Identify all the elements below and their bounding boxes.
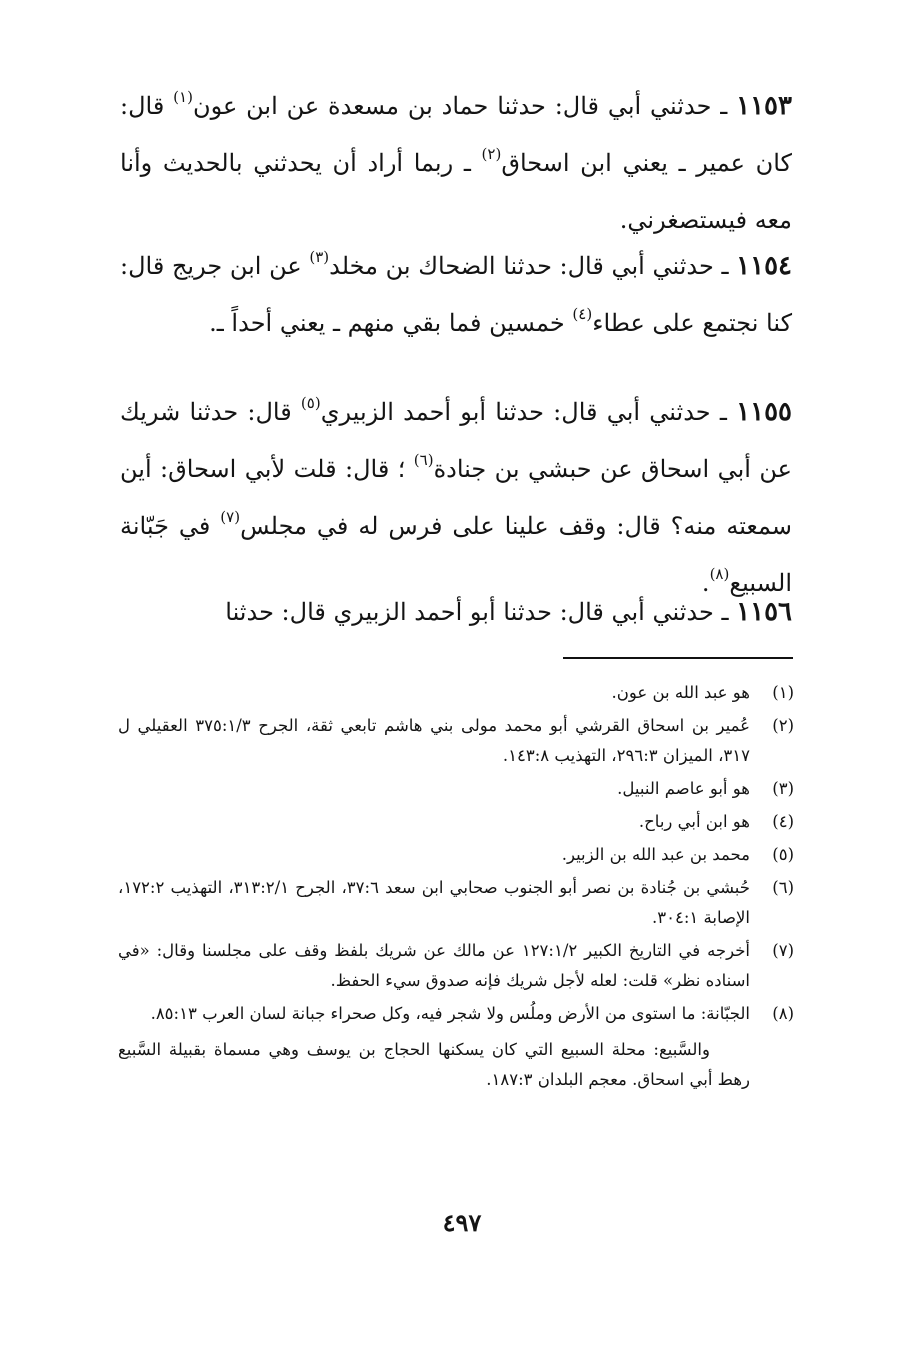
footnote-item	[118, 807, 794, 837]
entry-number: ١١٥٦	[736, 597, 792, 627]
entry-text: قال: حدثنا شريك عن أبي اسحاق عن حبشي بن جنادة	[120, 398, 792, 483]
footnote-text: محمد بن عبد الله بن الزبير.	[561, 845, 750, 864]
entry-number: ١١٥٤	[736, 251, 792, 281]
footnote-text: أخرجه في التاريخ الكبير ١٢٧:١/٢ عن مالك عن شريك بلفظ وقف على مجلسنا وقال: «في اسناده نظر» قلت: لعله لأجل شريك فإنه صدوق سيء الحفظ.	[118, 941, 751, 990]
footnote-item	[118, 999, 794, 1029]
footnote-continuation: والسَّبيع: محلة السبيع التي كان يسكنها الحجاج بن يوسف وهي مسماة بقبيلة السَّبيع رهط أبي اسحاق. معجم البلدان ١٨٧:٣.	[118, 1040, 750, 1089]
footnote-text: عُمير بن اسحاق القرشي أبو محمد مولى بني هاشم تابعي ثقة، الجرح ٣٧٥:١/٣ العقيلي ل ٣١٧، الميزان ٢٩٦:٣، التهذيب ١٤٣:٨.	[118, 716, 751, 765]
footnote-marker: (٨)	[772, 1004, 794, 1023]
footnote-ref[interactable]: (٤)	[572, 305, 593, 323]
entry-text: ـ ربما أراد أن يحدثني بالحديث وأنا معه فيستصغرني.	[120, 149, 792, 234]
footnote-marker: (٢)	[772, 716, 794, 735]
footnote-text: الجبّانة: ما استوى من الأرض وملُس ولا شجر فيه، وكل صحراء جبانة لسان العرب ٨٥:١٣.	[150, 1004, 750, 1023]
footnote-divider	[563, 657, 793, 659]
footnote-marker: (١)	[772, 683, 794, 702]
entry-1156	[120, 584, 792, 641]
footnote-ref[interactable]: (٨)	[709, 565, 730, 583]
entry-number: ١١٥٣	[736, 91, 792, 121]
footnote-item	[118, 711, 794, 771]
entry-text: خمسين فما بقي منهم ـ يعني أحداً ـ.	[209, 309, 565, 337]
footnote-ref[interactable]: (١)	[173, 88, 193, 106]
entry-text: .	[701, 569, 710, 597]
footnote-text: هو ابن أبي رباح.	[638, 812, 750, 831]
footnote-ref[interactable]: (٦)	[413, 451, 434, 469]
footnote-ref[interactable]: (٢)	[481, 145, 502, 163]
footnote-item	[118, 936, 794, 996]
entry-text: عن ابن جريج قال: كنا نجتمع على عطاء	[120, 252, 792, 337]
entry-text: ـ حدثني أبي قال: حدثنا حماد بن مسعدة عن ابن عون	[192, 92, 728, 120]
footnote-ref[interactable]: (٧)	[220, 508, 241, 526]
entry-text: ؛ قال: قلت لأبي اسحاق: أين سمعته منه؟ قال: وقف علينا على فرس له في مجلس	[120, 455, 792, 540]
entry-text: ـ حدثني أبي قال: حدثنا الضحاك بن مخلد	[329, 252, 729, 280]
entry-text: قال: كان عمير ـ يعني ابن اسحاق	[120, 92, 792, 177]
footnote-text: هو عبد الله بن عون.	[611, 683, 750, 702]
entry-text: ـ حدثني أبي قال: حدثنا أبو أحمد الزبيري	[320, 398, 727, 426]
footnote-ref[interactable]: (٣)	[309, 248, 330, 266]
footnote-item	[118, 840, 794, 870]
footnote-marker: (٤)	[772, 812, 794, 831]
footnote-marker: (٣)	[772, 779, 794, 798]
footnote-item	[118, 774, 794, 804]
footnote-item	[118, 873, 794, 933]
footnote-text: حُبشي بن جُنادة بن نصر أبو الجنوب صحابي ابن سعد ٣٧:٦، الجرح ٣١٣:٢/١، التهذيب ١٧٢:٢، الإصابة ٣٠٤:١.	[118, 878, 750, 927]
entry-number: ١١٥٥	[736, 397, 792, 427]
footnote-marker: (٥)	[772, 845, 794, 864]
entry-text: ـ حدثني أبي قال: حدثنا أبو أحمد الزبيري قال: حدثنا	[225, 598, 729, 626]
entry-1154	[120, 238, 792, 352]
footnotes	[118, 678, 794, 1095]
footnote-text: هو أبو عاصم النبيل.	[617, 779, 750, 798]
footnote-ref[interactable]: (٥)	[300, 394, 321, 412]
footnote-marker: (٦)	[772, 878, 794, 897]
entry-text: في جَبّانة السبيع	[120, 512, 792, 597]
page-number: ٤٩٧	[442, 1208, 482, 1237]
footnote-item	[118, 678, 794, 708]
footnote-marker: (٧)	[772, 941, 794, 960]
entry-1155	[120, 384, 792, 612]
entry-1153	[120, 78, 792, 249]
